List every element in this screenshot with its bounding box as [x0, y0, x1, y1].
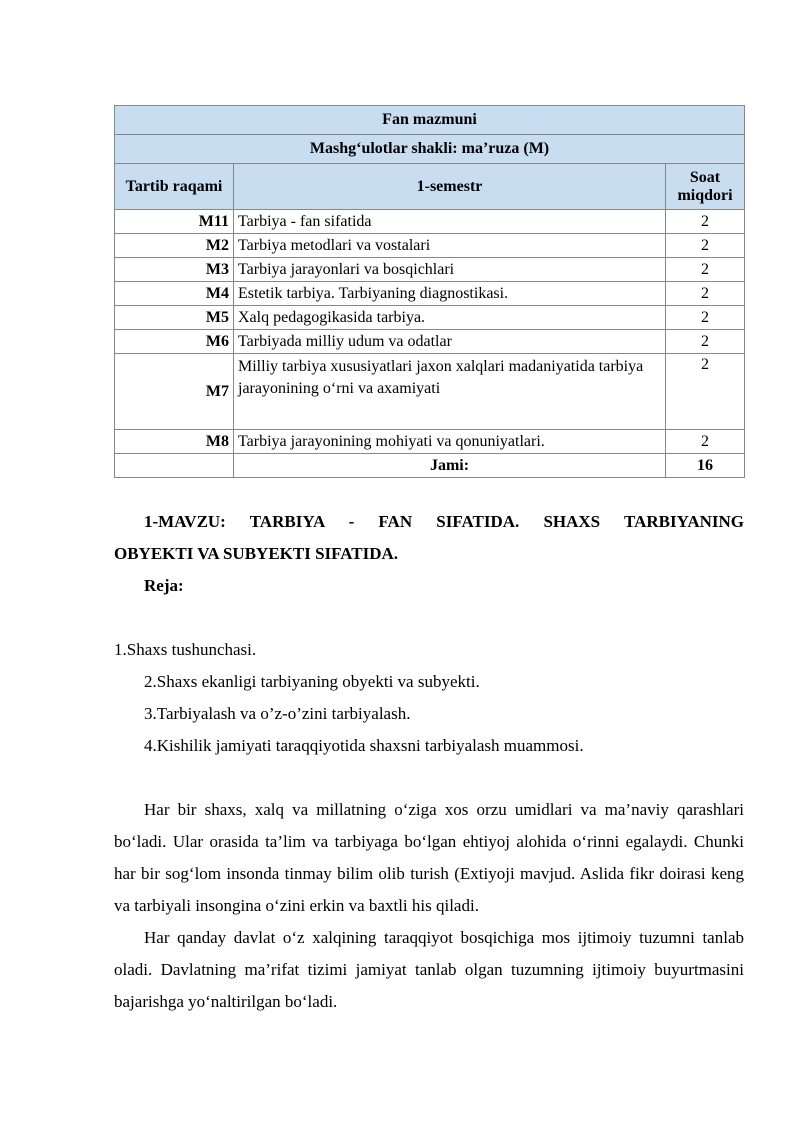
row-topic: Estetik tarbiya. Tarbiyaning diagnostikasi. — [234, 282, 666, 306]
row-hours: 2 — [666, 234, 745, 258]
lesson-form-label: Mashg‘ulotlar shakli: ma’ruza (M) — [115, 135, 745, 164]
row-hours: 2 — [666, 282, 745, 306]
row-number: M7 — [115, 354, 234, 430]
row-topic: Milliy tarbiya xususiyatlari jaxon xalqlari madaniyatida tarbiya jarayonining o‘rni va axamiyati — [234, 354, 666, 430]
row-topic: Tarbiya metodlari va vostalari — [234, 234, 666, 258]
plan-item: 1.Shaxs tushunchasi. — [114, 640, 257, 659]
table-form-row — [115, 135, 745, 164]
table-row — [115, 210, 745, 234]
table-header-row — [115, 164, 745, 210]
column-header-hours: Soat miqdori — [666, 164, 745, 210]
plan-item: 3.Tarbiyalash va o’z-o’zini tarbiyalash. — [144, 704, 411, 723]
table-row — [115, 258, 745, 282]
row-number: M6 — [115, 330, 234, 354]
spacer — [114, 602, 744, 634]
row-number: M3 — [115, 258, 234, 282]
row-number: M2 — [115, 234, 234, 258]
row-hours: 2 — [666, 258, 745, 282]
spacer — [114, 762, 744, 794]
row-topic: Xalq pedagogikasida tarbiya. — [234, 306, 666, 330]
table-title-row — [115, 106, 745, 135]
plan-item: 4.Kishilik jamiyati taraqqiyotida shaxsni tarbiyalash muammosi. — [144, 736, 584, 755]
row-topic: Tarbiya jarayonining mohiyati va qonuniyatlari. — [234, 430, 666, 454]
body-paragraph: Har qanday davlat o‘z xalqining taraqqiyot bosqichiga mos ijtimoiy tuzumni tanlab oladi. Davlatning ma’rifat tizimi jamiyat tanlab olgan tuzumning ijtimoiy buyurtmasini bajarishga yo‘naltirilgan bo‘ladi. — [114, 928, 744, 1011]
document-body — [114, 506, 744, 1018]
table-row — [115, 430, 745, 454]
row-hours: 2 — [666, 430, 745, 454]
table-row — [115, 306, 745, 330]
total-value: 16 — [666, 454, 745, 478]
topic-heading-line-1: 1-MAVZU: TARBIYA - FAN SIFATIDA. SHAXS TARBIYANING — [144, 512, 744, 531]
topic-heading-line-2: OBYEKTI VA SUBYEKTI SIFATIDA. — [114, 544, 399, 563]
total-empty-cell — [115, 454, 234, 478]
table-row — [115, 234, 745, 258]
row-hours: 2 — [666, 210, 745, 234]
table-title: Fan mazmuni — [115, 106, 745, 135]
course-content-table-container — [114, 105, 744, 478]
row-number: M4 — [115, 282, 234, 306]
column-header-semester: 1-semestr — [234, 164, 666, 210]
table-row — [115, 282, 745, 306]
row-topic: Tarbiya - fan sifatida — [234, 210, 666, 234]
plan-label: Reja: — [144, 576, 184, 595]
row-number: M8 — [115, 430, 234, 454]
body-paragraph: Har bir shaxs, xalq va millatning o‘ziga xos orzu umidlari va ma’naviy qarashlari bo‘ladi. Ular orasida ta’lim va tarbiyaga bo‘lgan ehtiyoj alohida o‘rinni egalaydi. Chunki har bir sog‘lom insonda tinmay bilim olib turish (Extiyoji mavjud. Aslida fikr doirasi keng va tarbiyali insongina o‘zini erkin va baxtli his qiladi. — [114, 800, 744, 915]
row-topic: Tarbiya jarayonlari va bosqichlari — [234, 258, 666, 282]
row-hours: 2 — [666, 354, 745, 430]
row-hours: 2 — [666, 306, 745, 330]
row-hours: 2 — [666, 330, 745, 354]
column-header-number: Tartib raqami — [115, 164, 234, 210]
table-total-row — [115, 454, 745, 478]
row-topic: Tarbiyada milliy udum va odatlar — [234, 330, 666, 354]
table-row — [115, 330, 745, 354]
course-content-table — [114, 105, 745, 478]
plan-item: 2.Shaxs ekanligi tarbiyaning obyekti va subyekti. — [144, 672, 480, 691]
table-row — [115, 354, 745, 430]
row-number: M11 — [115, 210, 234, 234]
row-number: M5 — [115, 306, 234, 330]
total-label: Jami: — [234, 454, 666, 478]
